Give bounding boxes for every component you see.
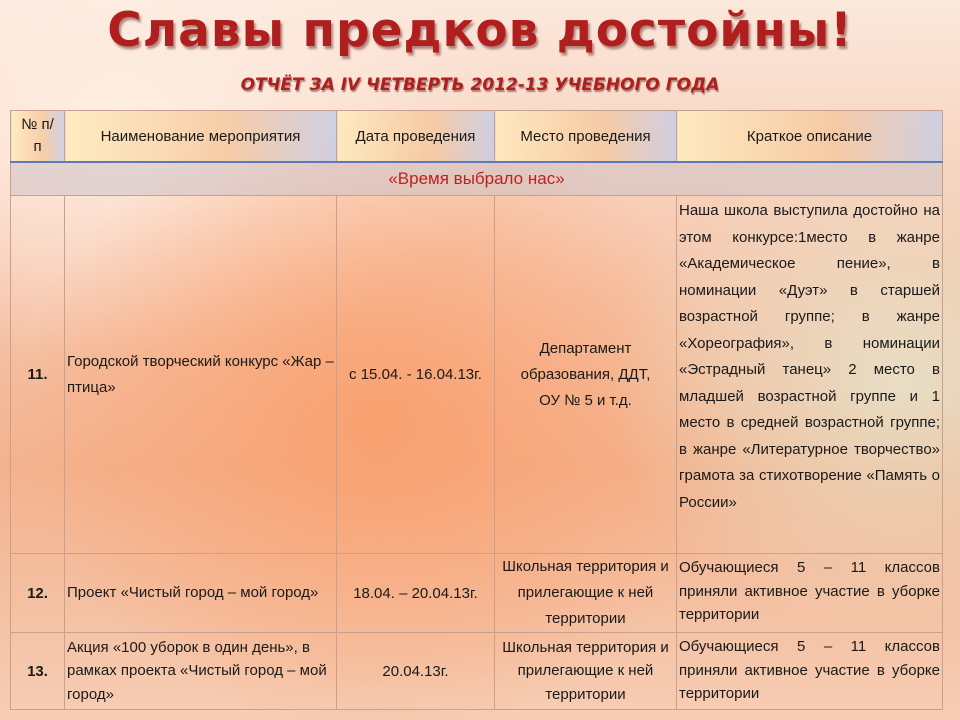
table-row (11, 554, 943, 633)
table-row (11, 633, 943, 710)
event-place: Департамент образования, ДДТ, ОУ № 5 и т.д. (495, 196, 677, 554)
event-description: Обучающиеся 5 – 11 классов приняли активное участие в уборке территории (677, 633, 943, 710)
col-header-date: Дата проведения (337, 111, 495, 163)
event-name: Проект «Чистый город – мой город» (65, 554, 337, 633)
col-header-description: Краткое описание (677, 111, 943, 163)
page-title: Славы предков достойны! (107, 3, 853, 58)
event-date: 20.04.13г. (337, 633, 495, 710)
table-header-row (11, 111, 943, 163)
col-header-name: Наименование мероприятия (65, 111, 337, 163)
event-description: Наша школа выступила достойно на этом конкурсе:1место в жанре «Академическое пение», в номинации «Дуэт» в старшей возрастной группе; в жанре «Хореография», в номинации «Эстрадный танец» 2 место в младшей возрастной группе и 1 место в средней возрастной группе; в жанре «Литературное творчество» грамота за стихотворение «Память о России» (677, 196, 943, 554)
event-date: с 15.04. - 16.04.13г. (337, 196, 495, 554)
row-number: 12. (11, 554, 65, 633)
event-place: Школьная территория и прилегающие к ней территории (495, 633, 677, 710)
event-name: Акция «100 уборок в один день», в рамках проекта «Чистый город – мой город» (65, 633, 337, 710)
event-description: Обучающиеся 5 – 11 классов приняли активное участие в уборке территории (677, 554, 943, 633)
section-row (11, 162, 943, 196)
events-table (10, 110, 943, 710)
col-header-place: Место проведения (495, 111, 677, 163)
row-number: 13. (11, 633, 65, 710)
section-title: «Время выбрало нас» (11, 162, 943, 196)
col-header-number: № п/п (11, 111, 65, 163)
event-place: Школьная территория и прилегающие к ней территории (495, 554, 677, 633)
row-number: 11. (11, 196, 65, 554)
report-subtitle: ОТЧЁТ ЗА IV ЧЕТВЕРТЬ 2012-13 УЧЕБНОГО ГОДА (240, 75, 720, 95)
table-row (11, 196, 943, 554)
event-date: 18.04. – 20.04.13г. (337, 554, 495, 633)
event-name: Городской творческий конкурс «Жар – птица» (65, 196, 337, 554)
